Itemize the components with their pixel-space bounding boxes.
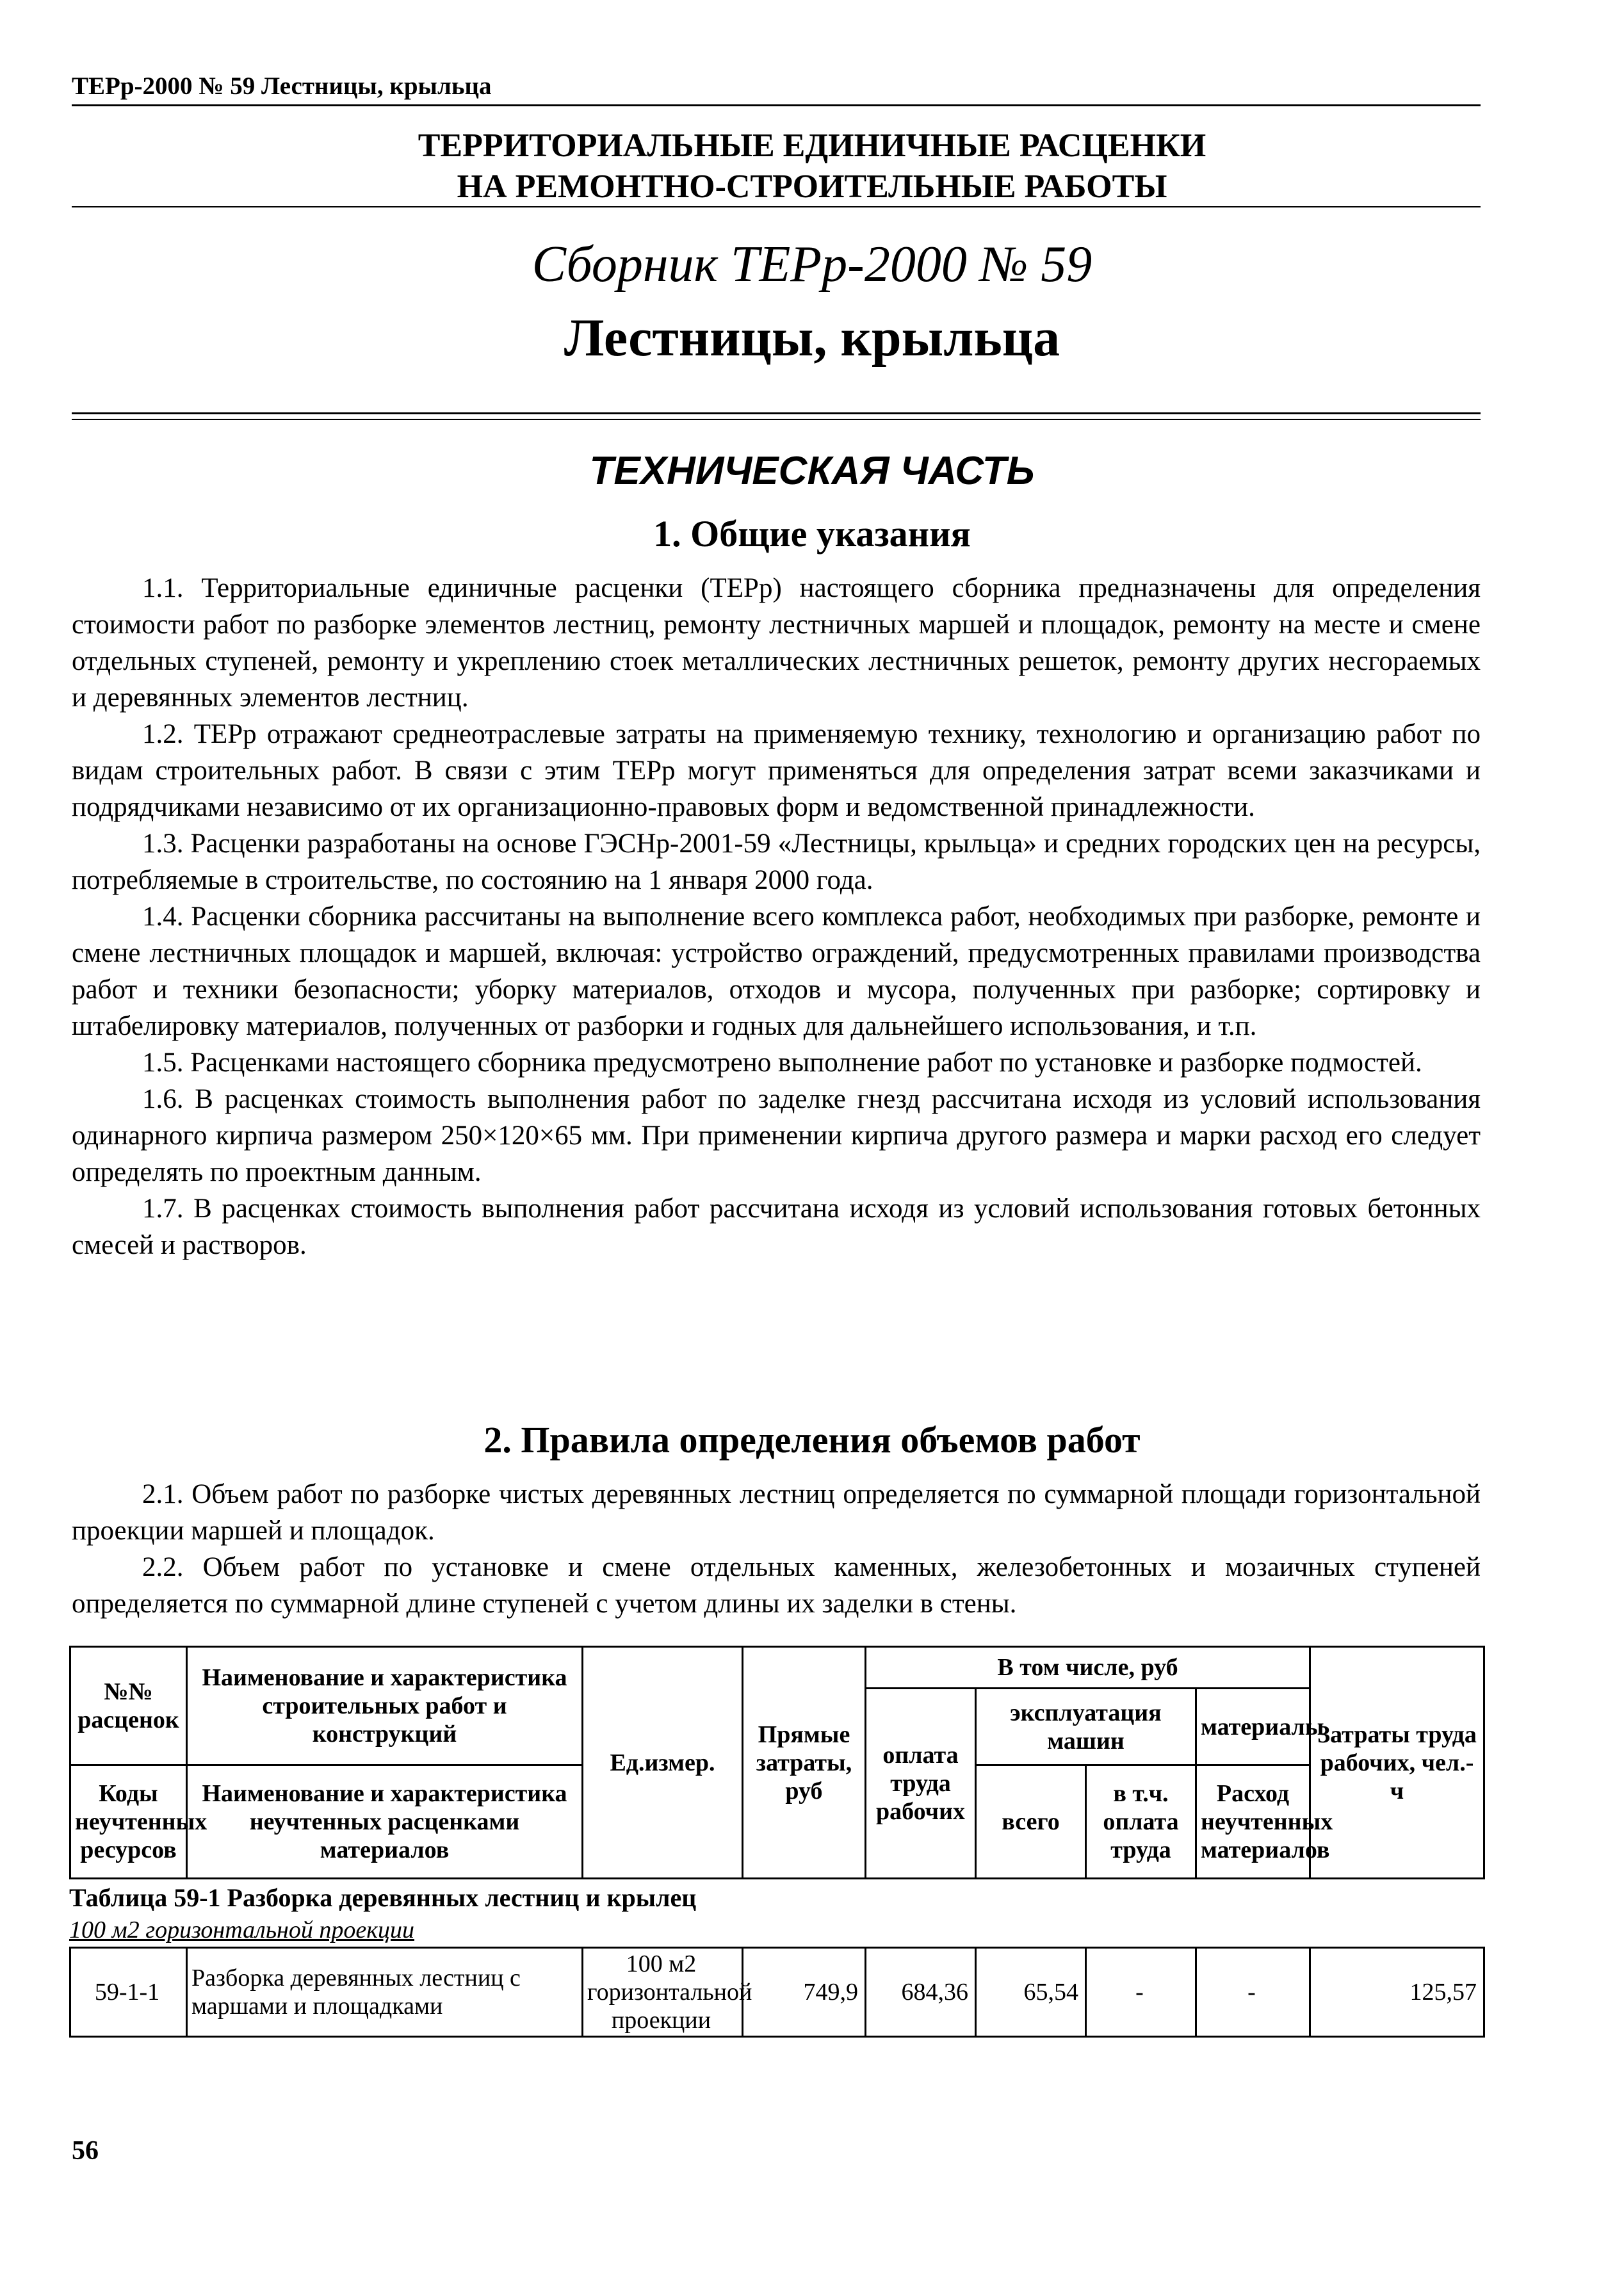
paragraph-1-3: 1.3. Расценки разработаны на основе ГЭСНр-2001-59 «Лестницы, крыльца» и средних городских цен на ресурсы, потребляемые в строительстве, по состоянию на 1 января 2000 года. [72,829,1481,895]
running-header: ТЕРр-2000 № 59 Лестницы, крыльца [72,72,492,100]
section-1-body [72,570,1481,1263]
header-machine-total: всего [976,1765,1086,1879]
cell-machines-wages: - [1086,1948,1196,2037]
double-rule-bottom [72,419,1481,420]
cell-direct: 749,9 [743,1948,866,2037]
header-machine-wages: в т.ч. оплата труда [1086,1765,1196,1879]
header-wages: оплата труда рабочих [866,1688,976,1878]
collection-subtitle: Лестницы, крыльца [564,308,1060,368]
section-2-heading: 2. Правила определения объемов работ [483,1419,1141,1461]
paragraph-1-5: 1.5. Расценками настоящего сборника предусмотрено выполнение работ по установке и разборке подмостей. [142,1048,1422,1078]
paragraph-1-7: 1.7. В расценках стоимость выполнения работ рассчитана исходя из условий использования готовых бетонных смесей и растворов. [72,1194,1481,1260]
main-title-line-1: ТЕРРИТОРИАЛЬНЫЕ ЕДИНИЧНЫЕ РАСЦЕНКИ [418,127,1206,164]
table-caption: Таблица 59-1 Разборка деревянных лестниц и крылец [69,1883,697,1912]
header-code-resources: Коды неучтенных ресурсов [70,1765,187,1879]
header-labor: Затраты труда рабочих, чел.-ч [1310,1647,1484,1879]
header-direct-costs: Прямые затраты, руб [743,1647,866,1879]
section-2-body [72,1476,1481,1622]
collection-title: Сборник ТЕРр-2000 № 59 [532,236,1092,293]
header-unaccounted: Расход неучтенных материалов [1196,1765,1310,1879]
cell-wages: 684,36 [866,1948,976,2037]
main-title [0,126,1624,207]
paragraph-1-6: 1.6. В расценках стоимость выполнения работ по заделке гнезд рассчитана исходя из условий использования одинарного кирпича размером 250×120×65 мм. При применении кирпича другого размера и марки расход его следует определять по проектным данным. [72,1084,1481,1187]
main-title-line-2: НА РЕМОНТНО-СТРОИТЕЛЬНЫЕ РАБОТЫ [457,168,1167,205]
section-1-heading: 1. Общие указания [653,513,971,555]
rates-table-header [69,1646,1485,1879]
paragraph-1-1: 1.1. Территориальные единичные расценки (ТЕРр) настоящего сборника предназначены для определения стоимости работ по разборке элементов лестниц, ремонту лестничных маршей и площадок, ремонту на месте и смене отдельных ступеней, ремонту и укреплению стоек металлических лестничных решеток, ремонту других несгораемых и деревянных элементов лестниц. [72,573,1481,713]
cell-unit: 100 м2 горизонтальной проекции [583,1948,743,2037]
cell-name: Разборка деревянных лестниц с маршами и площадками [187,1948,583,2037]
cell-labor: 125,57 [1310,1948,1484,2037]
header-machine-op: эксплуатация машин [976,1688,1196,1765]
header-rule [72,104,1481,106]
table-row [70,1948,1484,2037]
paragraph-1-2: 1.2. ТЕРр отражают среднеотраслевые затраты на применяемую технику, технологию и организацию работ по видам строительных работ. В связи с этим ТЕРр могут применяться для определения затрат всеми заказчиками и подрядчиками независимо от их организационно-правовых форм и ведомственной принадлежности. [72,719,1481,822]
paragraph-1-4: 1.4. Расценки сборника рассчитаны на выполнение всего комплекса работ, необходимых при разборке, ремонте и смене лестничных площадок и маршей, включая: устройство ограждений, предусмотренных правилами производства работ и техники безопасности; уборку материалов, отходов и мусора, полученных при разборке; сортировку и штабелировку материалов, полученных от разборки и годных для дальнейшего использования, и т.п. [72,902,1481,1041]
header-materials: материалы [1196,1688,1310,1765]
header-name: Наименование и характеристика строительных работ и конструкций [187,1647,583,1765]
header-name-materials: Наименование и характеристика неучтенных расценками материалов [187,1765,583,1879]
technical-part-heading: ТЕХНИЧЕСКАЯ ЧАСТЬ [589,449,1035,493]
header-including: В том числе, руб [866,1647,1310,1689]
cell-machines: 65,54 [976,1948,1086,2037]
header-code: №№ расценок [70,1647,187,1765]
paragraph-2-2: 2.2. Объем работ по установке и смене отдельных каменных, железобетонных и мозаичных ступеней определяется по суммарной длине ступеней с учетом длины их заделки в стены. [72,1552,1481,1619]
title-rule [72,206,1481,207]
cell-code: 59-1-1 [70,1948,187,2037]
cell-materials: - [1196,1948,1310,2037]
paragraph-2-1: 2.1. Объем работ по разборке чистых деревянных лестниц определяется по суммарной площади горизонтальной проекции маршей и площадок. [72,1479,1481,1546]
header-unit: Ед.измер. [583,1647,743,1879]
table-unit-note: 100 м2 горизонтальной проекции [69,1917,415,1943]
page-number: 56 [72,2136,99,2166]
rates-table-body [69,1947,1485,2038]
double-rule-top [72,412,1481,414]
